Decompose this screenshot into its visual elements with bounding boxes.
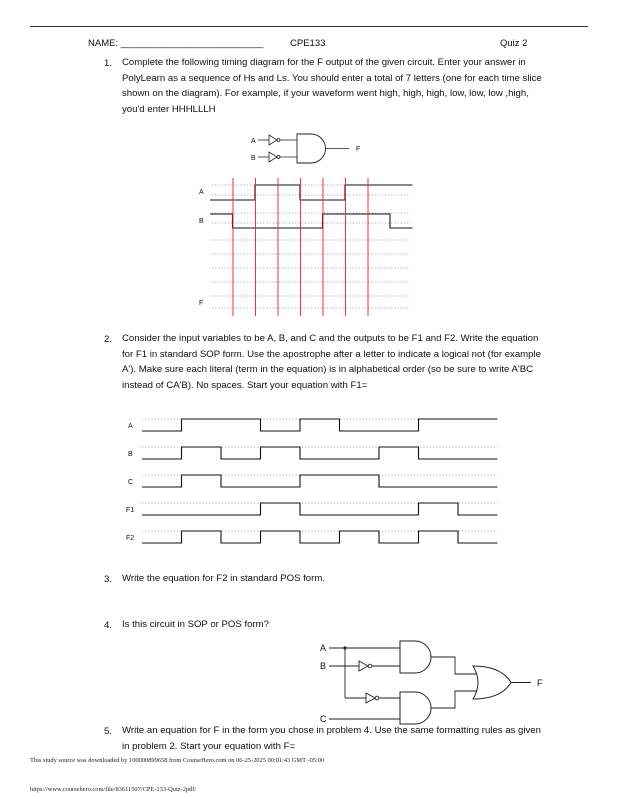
question-2-number: 2.	[104, 334, 113, 345]
timing-label-f: F	[199, 300, 204, 307]
q1-timing-diagram	[195, 178, 420, 318]
top-rule	[30, 26, 588, 27]
q4-circuit-diagram	[315, 638, 555, 728]
q4-input-a-label: A	[320, 643, 327, 653]
waveform-a	[210, 185, 413, 200]
waveform-b	[142, 447, 498, 459]
q1-input-b-label: B	[251, 155, 256, 162]
waveform-f1	[142, 503, 498, 515]
timing-label-b: B	[199, 218, 204, 225]
waveform-a	[142, 419, 498, 431]
question-5-text	[122, 723, 542, 754]
name-field-label: NAME: ___________________________	[88, 38, 264, 49]
timing-label-a: A	[199, 189, 204, 196]
q2-timing-diagram	[120, 412, 500, 552]
timing-label-f2: F2	[126, 535, 135, 542]
not-gate-b-icon	[359, 661, 368, 671]
timing-label-c: C	[128, 479, 134, 486]
and-gate-icon	[297, 134, 325, 163]
q1-input-a-label: A	[251, 138, 256, 145]
timing-label-a: A	[128, 423, 133, 430]
q4-output-f-label: F	[537, 678, 543, 688]
course-code: CPE133	[290, 38, 326, 49]
and-gate-top-icon	[400, 641, 431, 673]
question-4-text: Is this circuit in SOP or POS form?	[122, 619, 269, 630]
not-gate-lower-icon	[366, 693, 375, 703]
waveform-f2	[142, 531, 498, 543]
not-gate-a-icon	[269, 135, 277, 145]
q1-circuit-diagram	[245, 130, 375, 168]
question-5-text-content: Write an equation for F in the form you chose in problem 4. Use the same formatting rules as given in problem 2. Start your equation with F=	[122, 725, 541, 752]
and-gate-bottom-icon	[400, 692, 431, 724]
timing-label-b: B	[128, 451, 133, 458]
question-2-text: Consider the input variables to be A, B, and C and the outputs to be F1 and F2. Write the equation for F1 in standard SOP form. Use the apostrophe after a letter to indicate a logical not (for example A'). Make sure each literal (term in the equation) is in alphabetical order (so be sure to write A'BC instead of CA'B). No spaces. Start your equation with F1=	[122, 333, 541, 391]
footer-url: https://www.coursehero.com/file/83611507/CPE-133-Quiz-2pdf/	[30, 786, 197, 793]
question-3-text: Write the equation for F2 in standard POS form.	[122, 573, 325, 584]
question-3-number: 3.	[104, 574, 113, 585]
question-1-text: Complete the following timing diagram for the F output of the given circuit. Enter your answer in PolyLearn as a sequence of Hs and Ls. You should enter a total of 7 letters (one for each time slice shown on the diagram). For example, if your waveform went high, high, high, low, low, low ,high, you'd enter HHHLLLH	[122, 57, 542, 115]
q4-input-c-label: C	[320, 714, 327, 724]
timing-label-f1: F1	[126, 507, 135, 514]
q4-input-b-label: B	[320, 661, 327, 671]
footer-source-note: This study source was downloaded by 100000899658 from CourseHero.com on 06-25-2025 00:01:43 GMT -05:00	[30, 757, 325, 764]
waveform-b	[210, 214, 413, 228]
question-5-number: 5.	[104, 726, 113, 737]
question-4-number: 4.	[104, 620, 113, 631]
question-1-number: 1.	[104, 58, 113, 69]
or-gate-icon	[473, 666, 511, 699]
quiz-title: Quiz 2	[500, 38, 528, 49]
not-gate-b-icon	[269, 152, 277, 162]
waveform-c	[142, 475, 498, 487]
q1-output-f-label: F	[356, 146, 361, 153]
